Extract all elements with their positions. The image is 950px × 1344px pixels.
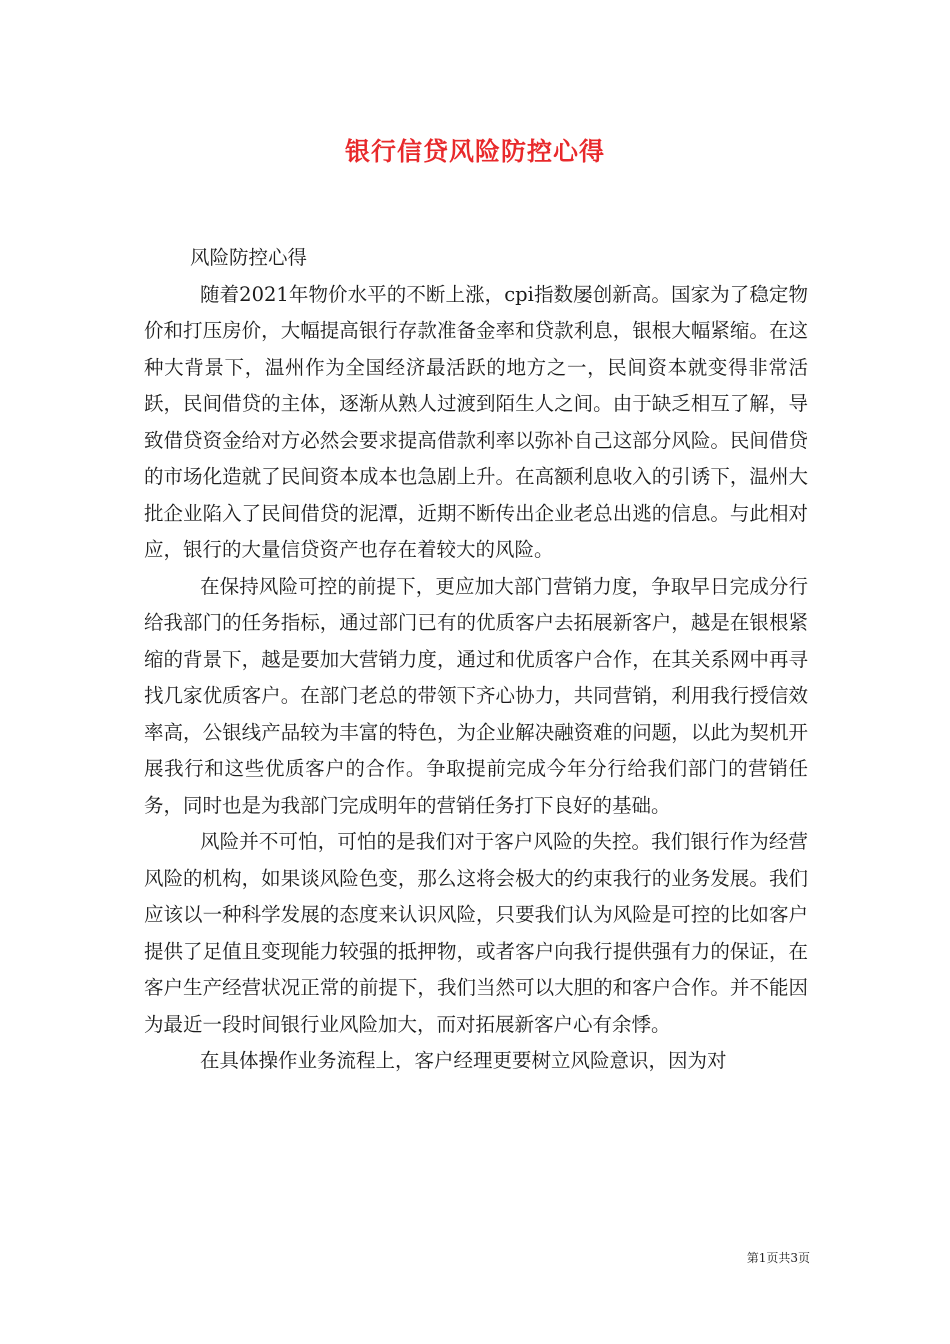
document-body [144,240,808,1080]
paragraph: 风险并不可怕，可怕的是我们对于客户风险的失控。我们银行作为经营风险的机构，如果谈风险色变，那么这将会极大的约束我行的业务发展。我们应该以一种科学发展的态度来认识风险，只要我们认为风险是可控的比如客户提供了足值且变现能力较强的抵押物，或者客户向我行提供强有力的保证，在客户生产经营状况正常的前提下，我们当然可以大胆的和客户合作。并不能因为最近一段时间银行业风险加大，而对拓展新客户心有余悸。 [144,830,808,1036]
paragraph: 在保持风险可控的前提下，更应加大部门营销力度，争取早日完成分行给我部门的任务指标，通过部门已有的优质客户去拓展新客户，越是在银根紧缩的背景下，越是要加大营销力度，通过和优质客户合作，在其关系网中再寻找几家优质客户。在部门老总的带领下齐心协力，共同营销，利用我行授信效率高，公银线产品较为丰富的特色，为企业解决融资难的问题，以此为契机开展我行和这些优质客户的合作。争取提前完成今年分行给我们部门的营销任务，同时也是为我部门完成明年的营销任务打下良好的基础。 [144,574,808,817]
paragraph: 在具体操作业务流程上，客户经理更要树立风险意识，因为对 [200,1049,727,1072]
document-title: 银行信贷风险防控心得 [344,137,605,166]
document-subtitle: 风险防控心得 [190,246,308,269]
page-number-footer: 第1页共3页 [746,1251,810,1265]
paragraph: 随着2021年物价水平的不断上涨，cpi指数屡创新高。国家为了稳定物价和打压房价，大幅提高银行存款准备金率和贷款利息，银根大幅紧缩。在这种大背景下，温州作为全国经济最活跃的地方之一，民间资本就变得非常活跃，民间借贷的主体，逐渐从熟人过渡到陌生人之间。由于缺乏相互了解，导致借贷资金给对方必然会要求提高借款利率以弥补自己这部分风险。民间借贷的市场化造就了民间资本成本也急剧上升。在高额利息收入的引诱下，温州大批企业陷入了民间借贷的泥潭，近期不断传出企业老总出逃的信息。与此相对应，银行的大量信贷资产也存在着较大的风险。 [144,282,808,561]
